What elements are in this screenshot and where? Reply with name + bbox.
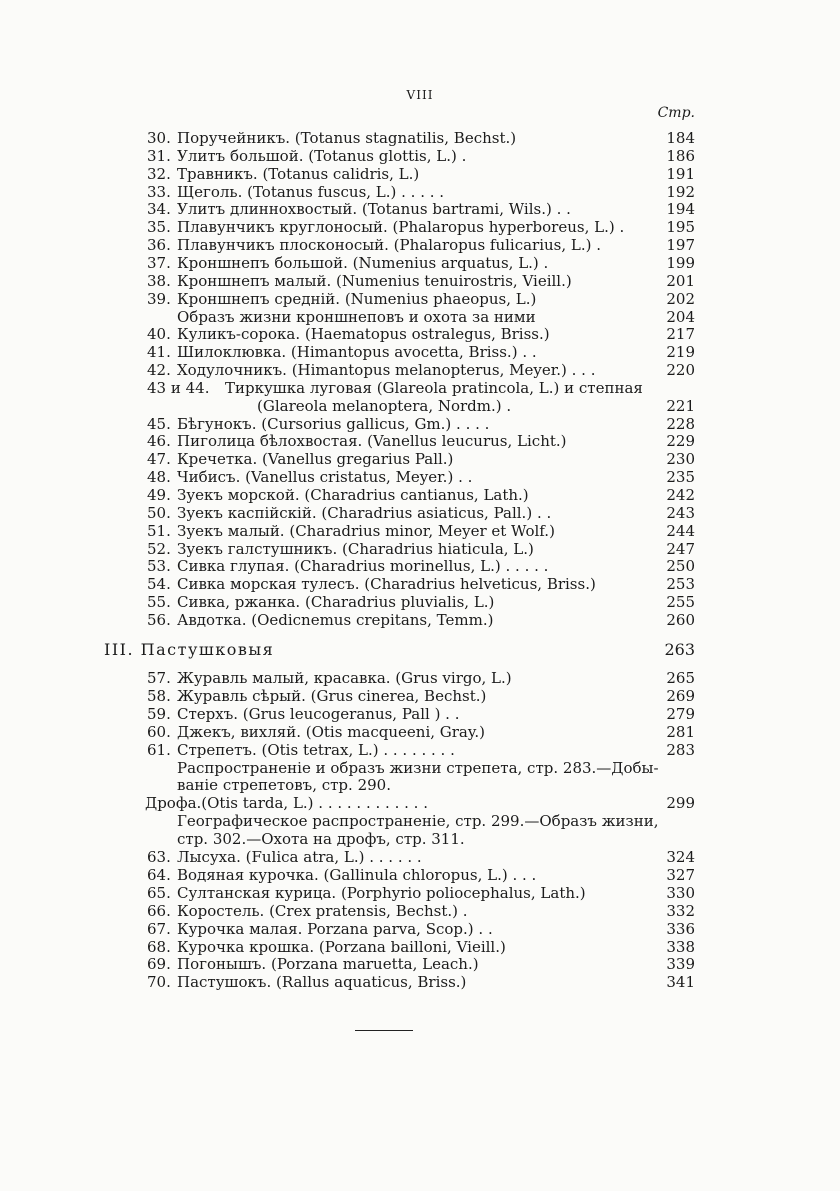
entry-number: 41.	[147, 343, 171, 362]
closing-rule	[355, 1030, 413, 1031]
entry-title: Коростель. (Crex pratensis, Bechst.) .	[177, 901, 468, 920]
entry-number: 39.	[147, 289, 171, 308]
entry-title: Географическое распространеніе, стр. 299.—Образъ жизни,	[177, 812, 659, 831]
entry-number: 70.	[147, 973, 171, 992]
entry-page: 199	[666, 253, 695, 272]
entry-page: 195	[666, 218, 695, 237]
entry-title: Журавль малый, красавка. (Grus virgo, L.)	[177, 669, 512, 687]
entry-title: Журавль сѣрый. (Grus cinerea, Bechst.)	[177, 686, 487, 705]
entry-page: 330	[666, 883, 695, 902]
entry-number: 59.	[147, 704, 171, 723]
entry-title: Плавунчикъ плосконосый. (Phalaropus fulicarius, L.) .	[177, 236, 602, 255]
entry-page: 253	[666, 575, 695, 594]
entry-page: 184	[666, 129, 695, 147]
entry-page: 244	[666, 521, 695, 540]
entry-title: Улитъ длиннохвостый. (Totanus bartrami, Wils.) . .	[177, 200, 571, 219]
entry-number: 57.	[147, 669, 171, 687]
entry-number: 58.	[147, 686, 171, 705]
entry-title: ваніе стрепетовъ, стр. 290.	[177, 776, 391, 795]
entry-number: 50.	[147, 503, 171, 522]
entry-page: 220	[666, 361, 695, 380]
entry-number: 30.	[147, 129, 171, 147]
entry-number: 46.	[147, 432, 171, 451]
entry-page: 247	[666, 539, 695, 558]
entry-page: 279	[666, 704, 695, 723]
entry-title: Сивка, ржанка. (Charadrius pluvialis, L.)	[177, 593, 495, 612]
entry-title: Ходулочникъ. (Himantopus melanopterus, Meyer.) . . .	[177, 361, 596, 380]
entry-title: Зуекъ галстушникъ. (Charadrius hiaticula, L.)	[177, 539, 534, 558]
page-folio: VIII	[406, 88, 434, 102]
entry-title: Тиркушка луговая (Glareola pratincola, L.) и степная	[225, 378, 643, 397]
entry-page: 229	[666, 432, 695, 451]
entry-number: 67.	[147, 919, 171, 938]
entry-page: 260	[666, 610, 695, 629]
entry-title: Курочка крошка. (Porzana bailloni, Vieill.)	[177, 937, 506, 956]
entry-title: (Glareola melanoptera, Nordm.) .	[257, 396, 512, 415]
section-heading	[104, 638, 695, 662]
section-title: III. Пастушковыя	[104, 640, 275, 659]
entry-title: Бѣгунокъ. (Cursorius gallicus, Gm.) . . . .	[177, 414, 490, 433]
toc-row	[147, 610, 695, 630]
entry-page: 281	[666, 722, 695, 741]
page-column-header: Стр.	[657, 105, 695, 121]
entry-page: 201	[666, 271, 695, 290]
entry-title: Образъ жизни кроншнеповъ и охота за ними	[177, 307, 536, 326]
entry-title: Зуекъ морской. (Charadrius cantianus, Lath.)	[177, 486, 529, 504]
entry-title: Травникъ. (Totanus calidris, L.)	[177, 164, 420, 183]
entry-number: 35.	[147, 218, 171, 237]
entry-title: Кроншнепъ средній. (Numenius phaeopus, L.)	[177, 289, 537, 308]
entry-page: 338	[666, 937, 695, 956]
entry-page: 202	[666, 289, 695, 308]
entry-page: 269	[666, 686, 695, 705]
entry-number: 53.	[147, 557, 171, 576]
entry-number: 69.	[147, 955, 171, 974]
entry-page: 283	[666, 740, 695, 759]
entry-title: Пиголица бѣлохвостая. (Vanellus leucurus, Licht.)	[177, 432, 567, 451]
entry-page: 242	[666, 486, 695, 504]
entry-title: Стрепетъ. (Otis tetrax, L.) . . . . . . . .	[177, 740, 455, 759]
entry-page: 217	[666, 325, 695, 344]
entry-page: 191	[666, 164, 695, 183]
entry-title: Щеголь. (Totanus fuscus, L.) . . . . .	[177, 182, 445, 201]
entry-title: Кречетка. (Vanellus gregarius Pall.)	[177, 450, 454, 469]
entry-number: 36.	[147, 236, 171, 255]
entry-page: 265	[666, 669, 695, 687]
entry-number: 47.	[147, 450, 171, 469]
entry-page: 235	[666, 468, 695, 487]
entry-title: Улитъ большой. (Totanus glottis, L.) .	[177, 146, 467, 165]
entry-title: Водяная курочка. (Gallinula chloropus, L.) . . .	[177, 865, 537, 884]
entry-page: 204	[666, 307, 695, 326]
entry-number: 54.	[147, 575, 171, 594]
entry-page: 197	[666, 236, 695, 255]
entry-title: Пастушокъ. (Rallus aquaticus, Briss.)	[177, 973, 467, 992]
entry-page: 243	[666, 503, 695, 522]
entry-title: Зуекъ каспійскій. (Charadrius asiaticus, Pall.) . .	[177, 503, 552, 522]
entry-number: 45.	[147, 414, 171, 433]
entry-title: Зуекъ малый. (Charadrius minor, Meyer et Wolf.)	[177, 521, 555, 540]
entry-title: Куликъ-сорока. (Haematopus ostralegus, Briss.)	[177, 325, 550, 344]
entry-page: 221	[666, 396, 695, 415]
entry-number: 66.	[147, 901, 171, 920]
entry-page: 230	[666, 450, 695, 469]
entry-number: 63.	[147, 848, 171, 866]
entry-title: Кроншнепъ малый. (Numenius tenuirostris, Vieill.)	[177, 271, 572, 290]
entry-title: Джекъ, вихляй. (Otis macqueeni, Gray.)	[177, 722, 485, 741]
entry-page: 255	[666, 593, 695, 612]
entry-page: 192	[666, 182, 695, 201]
entry-page: 339	[666, 955, 695, 974]
entry-number: 42.	[147, 361, 171, 380]
entry-page: 194	[666, 200, 695, 219]
entry-page: 324	[666, 848, 695, 866]
entry-title: Курочка малая. Porzana parva, Scop.) . .	[177, 919, 493, 938]
entry-title: Кроншнепъ большой. (Numenius arquatus, L.) .	[177, 253, 549, 272]
entry-page: 186	[666, 146, 695, 165]
entry-title: Султанская курица. (Porphyrio poliocephalus, Lath.)	[177, 883, 586, 902]
entry-number: 68.	[147, 937, 171, 956]
toc-row	[147, 972, 695, 992]
entry-title: Распространеніе и образъ жизни стрепета, стр. 283.—Добы-	[177, 758, 659, 777]
entry-number: 64.	[147, 865, 171, 884]
entry-title: стр. 302.—Охота на дрофъ, стр. 311.	[177, 830, 465, 849]
entry-page: 341	[666, 973, 695, 992]
entry-title: Поручейникъ. (Totanus stagnatilis, Bechst.)	[177, 129, 517, 147]
entry-number: 49.	[147, 486, 171, 504]
entry-page: 250	[666, 557, 695, 576]
entry-title: Стерхъ. (Grus leucogeranus, Pall ) . .	[177, 704, 460, 723]
entry-number: 60.	[147, 722, 171, 741]
entry-page: 332	[666, 901, 695, 920]
entry-page: 228	[666, 414, 695, 433]
entry-number: 33.	[147, 182, 171, 201]
entry-number: 65.	[147, 883, 171, 902]
entry-number: 37.	[147, 253, 171, 272]
entry-page: 327	[666, 865, 695, 884]
entry-title: Авдотка. (Oedicnemus crepitans, Temm.)	[177, 610, 494, 629]
section-page: 263	[664, 640, 695, 659]
entry-number: 32.	[147, 164, 171, 183]
entry-number: 51.	[147, 521, 171, 540]
entry-number: 40.	[147, 325, 171, 344]
entry-title: Лысуха. (Fulica atra, L.) . . . . . .	[177, 848, 422, 866]
entry-title: Плавунчикъ круглоносый. (Phalaropus hyperboreus, L.) .	[177, 218, 625, 237]
entry-number: 55.	[147, 593, 171, 612]
entry-title: Сивка морская тулесъ. (Charadrius helveticus, Briss.)	[177, 575, 596, 594]
entry-number: 43 и 44.	[147, 378, 210, 397]
entry-title: Погонышъ. (Porzana maruetta, Leach.)	[177, 955, 479, 974]
entry-title: Чибисъ. (Vanellus cristatus, Meyer.) . .	[177, 468, 473, 487]
entry-number: 34.	[147, 200, 171, 219]
entry-page: 299	[666, 794, 695, 813]
entry-number: 38.	[147, 271, 171, 290]
entry-number: 52.	[147, 539, 171, 558]
entry-title: Дрофа.(Otis tarda, L.) . . . . . . . . . . . .	[145, 794, 428, 813]
entry-number: 56.	[147, 610, 171, 629]
entry-page: 336	[666, 919, 695, 938]
entry-number: 61.	[147, 740, 171, 759]
entry-number: 48.	[147, 468, 171, 487]
entry-number: 31.	[147, 146, 171, 165]
entry-title: Шилоклювка. (Himantopus avocetta, Briss.) . .	[177, 343, 537, 362]
entry-title: Сивка глупая. (Charadrius morinellus, L.) . . . . .	[177, 557, 549, 576]
entry-page: 219	[666, 343, 695, 362]
